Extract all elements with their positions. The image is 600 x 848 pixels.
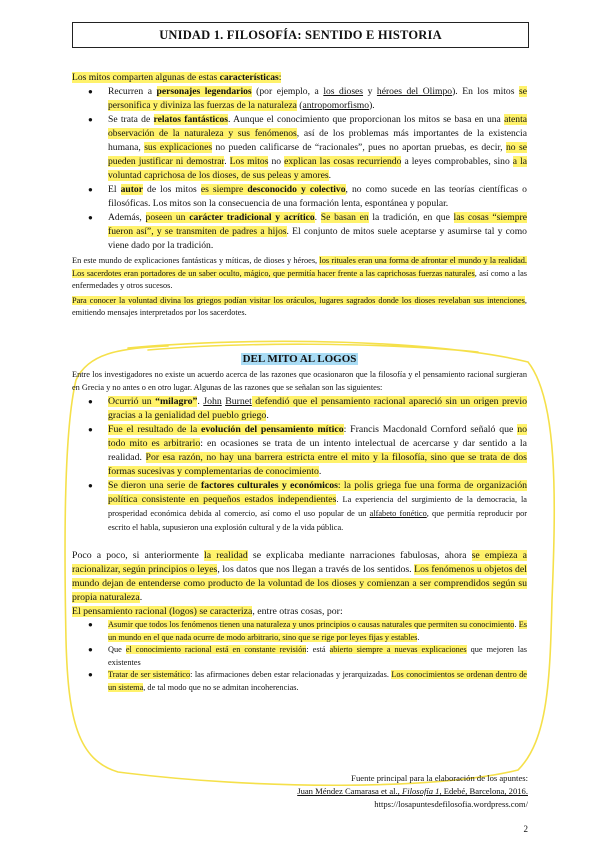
- text-span: .: [514, 620, 519, 629]
- text-span: que mejoren las existentes: [108, 645, 527, 667]
- logos-characteristics-list: [72, 619, 527, 694]
- text-span: John: [203, 396, 222, 407]
- text-span: . La experiencia del surgimiento de la democracia, la prosperidad económica debida al comercio, así como el uso popular de un: [108, 495, 527, 518]
- text-span: Ocurrió un: [108, 396, 156, 407]
- list-item: [108, 619, 527, 644]
- text-span: : en ocasiones se trata de un intento intelectual de acercarse y dar sentido a la realidad.: [108, 438, 527, 463]
- text-span: poseen un: [145, 212, 190, 223]
- text-span: Para conocer la voluntad divina los griegos podían visitar los oráculos, lugares sagrados donde los dioses revelaban sus intenciones: [72, 295, 525, 305]
- text-span: abierto siempre a nuevas explicaciones: [329, 645, 467, 654]
- text-span: : las afirmaciones deben estar relacionadas y jerarquizadas.: [190, 670, 392, 679]
- text-span: , de tal modo que no se admitan incoherencias.: [143, 682, 299, 692]
- page-number: 2: [523, 824, 528, 834]
- text-span: defendió que el pensamiento racional apareció sin un origen previo gracias a la genialidad del pueblo griego: [108, 396, 527, 421]
- text-span: Burnet: [225, 396, 252, 407]
- text-span: se explicaba mediante narraciones fabulosas, ahora: [247, 550, 472, 561]
- text-span: Los mitos comparten algunas de estas: [72, 72, 220, 83]
- text-span: “milagro”: [155, 396, 198, 407]
- text-span: Se trata de: [108, 114, 154, 125]
- text-span: : la polis griega fue una forma de organización política consistente en pequeños estados independientes: [108, 480, 527, 505]
- text-span: explican las cosas recurriendo: [284, 156, 402, 167]
- text-span: Poco a poco, si anteriormente: [72, 550, 204, 561]
- text-span: antropomorfismo: [302, 100, 370, 111]
- list-item: [108, 479, 527, 535]
- text-span: , entre otras cosas, por:: [252, 606, 343, 617]
- book-title: Filosofía 1: [401, 786, 440, 796]
- text-span: . El conjunto de mitos suele aceptarse y asumirse tal y como viene dado por la tradición.: [108, 226, 527, 251]
- text-span: y: [363, 86, 377, 97]
- text-span: no se pueden justificar ni demostrar: [108, 142, 527, 167]
- source-url[interactable]: https://losapuntesdefilosofia.wordpress.com/: [374, 799, 528, 809]
- text-span: la realidad: [204, 550, 248, 561]
- text-span: Se basan en: [320, 212, 369, 223]
- text-span: autor: [120, 184, 143, 195]
- text-span: , así como a las enfermedades y otros sucesos.: [72, 268, 528, 290]
- text-span: atenta observación de la naturaleza y sus fenómenos: [108, 114, 527, 139]
- text-span: .: [314, 212, 321, 223]
- section-intro: Entre los investigadores no existe un acuerdo acerca de las razones que ocasionaron que la filosofía y el pensamiento racional surgieran en Grecia y no antes o en otro lugar. Algunas de las razones que se señalan son las siguientes:: [72, 370, 527, 392]
- text-span: es siempre: [200, 184, 248, 195]
- text-span: no todo mito es arbitrario: [108, 424, 527, 449]
- text-span: Se dieron una serie de: [108, 480, 201, 491]
- text-span: , así de los problemas más importantes de la existencia humana,: [108, 128, 527, 153]
- text-span: características: [219, 72, 279, 83]
- text-span: carácter tradicional y acrítico: [189, 212, 315, 223]
- text-span: En este mundo de explicaciones fantásticas y míticas, de dioses y héroes,: [72, 256, 320, 265]
- text-span: :: [278, 72, 282, 83]
- text-span: Asumir que todos los fenómenos tienen una naturaleza y unos principios o causas naturales que permiten su conocimiento: [108, 620, 515, 629]
- mito-logos-section: [72, 352, 527, 694]
- text-span: Además,: [108, 212, 146, 223]
- myths-section: [72, 71, 527, 320]
- text-span: desconocido y colectivo: [247, 184, 346, 195]
- list-item: [108, 85, 527, 113]
- list-item: [108, 183, 527, 211]
- text-span: .: [139, 592, 143, 603]
- text-span: Los mitos: [229, 156, 269, 167]
- list-item: [108, 113, 527, 183]
- text-span: se personifica y diviniza las fuerzas de la naturaleza: [108, 86, 527, 111]
- text-span: ).: [369, 100, 375, 111]
- text-span: los rituales eran una forma de afrontar el mundo y la realidad. Los sacerdotes eran portadores de un saber oculto, mágico, que permitía hacer frente a las caprichosas fuerzas naturales: [72, 256, 527, 278]
- text-span: Recurren a: [108, 86, 157, 97]
- text-span: Los conocimientos se ordenan dentro de un sistema: [108, 670, 527, 692]
- text-span: héroes del Olimpo: [376, 86, 453, 97]
- text-span: El pensamiento racional (logos) se caracteriza: [72, 606, 253, 617]
- text-span: : Francis Macdonald Cornford señaló que: [343, 424, 518, 435]
- text-span: a leyes comprobables, sino: [401, 156, 513, 167]
- logos-intro: [72, 605, 527, 619]
- text-span: no: [268, 156, 285, 167]
- text-span: Es un mundo en el que nada ocurre de modo arbitrario, sino que se rige por leyes fijas y estables: [108, 620, 527, 642]
- text-span: se empieza a racionalizar, según principios o leyes: [72, 550, 527, 575]
- text-span: , Edebé, Barcelona, 2016.: [439, 786, 528, 796]
- text-span: Tratar de ser sistemático: [108, 670, 191, 679]
- myths-intro: [72, 71, 527, 85]
- rationalization-paragraph: [72, 549, 527, 605]
- text-span: .: [318, 466, 322, 477]
- text-span: ). En los mitos: [452, 86, 519, 97]
- text-span: factores culturales y económicos: [201, 480, 338, 491]
- text-span: alfabeto fonético: [369, 509, 427, 518]
- source-reference: [297, 785, 528, 798]
- list-item: [108, 644, 527, 669]
- text-span: Fue el resultado de la: [108, 424, 202, 435]
- list-item: [108, 395, 527, 423]
- text-span: la tradición, en que: [368, 212, 454, 223]
- text-span: las cosas “siempre fueron así”, y se transmiten de padres a hijos: [108, 212, 528, 237]
- source-line: Fuente principal para la elaboración de los apuntes:: [351, 773, 528, 783]
- text-span: .: [224, 156, 230, 167]
- text-span: , los datos que nos llegan a través de los sentidos.: [217, 564, 415, 575]
- text-span: .: [417, 632, 420, 642]
- section-title: [72, 352, 527, 366]
- text-span: relatos fantásticos: [153, 114, 229, 125]
- text-span: .: [266, 410, 269, 421]
- text-span: Que: [108, 645, 126, 654]
- text-span: .: [197, 396, 204, 407]
- text-span: de los mitos: [142, 184, 201, 195]
- oracles-paragraph: [72, 295, 527, 320]
- text-span: , no como sucede en las teorías científicas o filosóficas. Los mitos son la consecuencia de una formación lenta, espontánea y popular.: [108, 184, 527, 209]
- source-credits: [297, 772, 528, 811]
- text-span: no pueden calificarse de “racionales”, pues no aportan pruebas, es decir,: [212, 142, 506, 153]
- text-span: Por esa razón, no hay una barrera estricta entre el mito y la filosofía, sino que se trata de dos formas sucesivas y complementarias de conocimiento: [108, 452, 527, 477]
- text-span: personajes legendarios: [156, 86, 252, 97]
- reasons-list: [72, 395, 527, 535]
- list-item: [108, 423, 527, 479]
- text-span: el conocimiento racional está en constante revisión: [125, 645, 307, 654]
- text-span: a la voluntad caprichosa de los dioses, de sus peleas y amores: [108, 156, 528, 181]
- text-span: : está: [306, 645, 330, 654]
- text-span: sus explicaciones: [144, 142, 213, 153]
- text-span: evolución del pensamiento mítico: [201, 424, 344, 435]
- text-span: (por ejemplo, a: [251, 86, 324, 97]
- list-item: [108, 669, 527, 694]
- myth-characteristics-list: [72, 85, 527, 253]
- rituals-paragraph: [72, 255, 527, 293]
- section-title-text: DEL MITO AL LOGOS: [242, 353, 357, 365]
- text-span: , emitiendo mensajes interpretados por los sacerdotes.: [72, 295, 527, 317]
- unit-title: UNIDAD 1. FILOSOFÍA: SENTIDO E HISTORIA: [72, 22, 529, 48]
- text-span: . Aunque el conocimiento que proporcionan los mitos se basa en una: [228, 114, 505, 125]
- text-span: los dioses: [323, 86, 364, 97]
- text-span: Los fenómenos u objetos del mundo dejan de entenderse como producto de la voluntad de los dioses y comienzan a ser comprendidos según su propia naturaleza: [72, 564, 527, 603]
- text-span: .: [328, 170, 332, 181]
- text-span: Juan Méndez Camarasa et al.,: [297, 786, 402, 796]
- text-span: , que permitía reproducir por escrito el habla, supusieron una explosión cultural y de la vida pública.: [108, 509, 528, 532]
- text-span: (: [296, 100, 303, 111]
- text-span: El: [108, 184, 121, 195]
- list-item: [108, 211, 527, 253]
